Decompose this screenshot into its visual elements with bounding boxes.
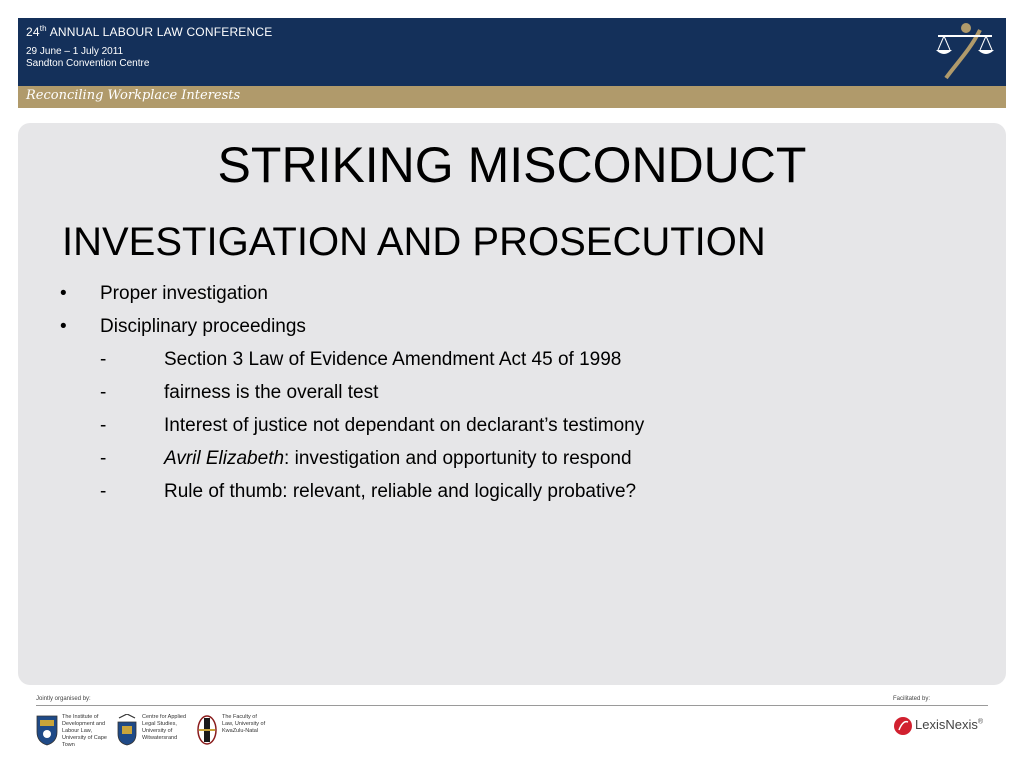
organised-by-label: Jointly organised by: <box>36 696 91 702</box>
conference-date: 29 June – 1 July 2011 <box>26 46 124 57</box>
organiser-name: Centre for Applied Legal Studies, University of Witwatersrand <box>142 714 187 741</box>
bullet-marker: • <box>60 316 67 337</box>
university-crest-icon <box>116 714 138 746</box>
footer-divider <box>36 705 988 706</box>
dash-marker: - <box>100 349 107 370</box>
conference-header <box>18 18 1006 86</box>
lexisnexis-mark-icon <box>893 716 913 736</box>
conference-tagline: Reconciling Workplace Interests <box>26 88 241 103</box>
case-name: Avril Elizabeth <box>164 448 285 469</box>
slide-title: STRIKING MISCONDUCT <box>217 137 807 193</box>
conference-title: 24th ANNUAL LABOUR LAW CONFERENCE <box>26 24 273 39</box>
sub-item-text: Interest of justice not dependant on declarant’s testimony <box>164 415 645 436</box>
university-crest-icon <box>196 714 218 746</box>
dash-marker: - <box>100 382 107 403</box>
conference-venue: Sandton Convention Centre <box>26 58 150 69</box>
sub-item-text: fairness is the overall test <box>164 382 379 403</box>
dash-marker: - <box>100 415 107 436</box>
organiser-name: The Faculty of Law, University of KwaZulu-Natal <box>222 714 266 734</box>
sub-item-text <box>164 448 632 470</box>
scales-of-justice-icon <box>932 20 998 84</box>
slide-subtitle: INVESTIGATION AND PROSECUTION <box>62 220 766 264</box>
dash-marker: - <box>100 481 107 502</box>
sub-item-text: Rule of thumb: relevant, reliable and logically probative? <box>164 481 637 502</box>
bullet-text: Proper investigation <box>100 283 268 304</box>
tagline-bar <box>18 86 1006 108</box>
organiser-name: The Institute of Development and Labour Law, University of Cape Town <box>62 714 107 748</box>
sub-item-text: Section 3 Law of Evidence Amendment Act 45 of 1998 <box>164 349 622 370</box>
facilitated-by-label: Facilitated by: <box>893 696 931 702</box>
sponsor-name: LexisNexis® <box>915 717 984 732</box>
university-crest-icon <box>36 714 58 746</box>
content-panel <box>18 123 1006 685</box>
bullet-marker: • <box>60 283 67 304</box>
sub-item-rest: : investigation and opportunity to respond <box>284 448 632 469</box>
dash-marker: - <box>100 448 107 469</box>
bullet-text: Disciplinary proceedings <box>100 316 306 337</box>
